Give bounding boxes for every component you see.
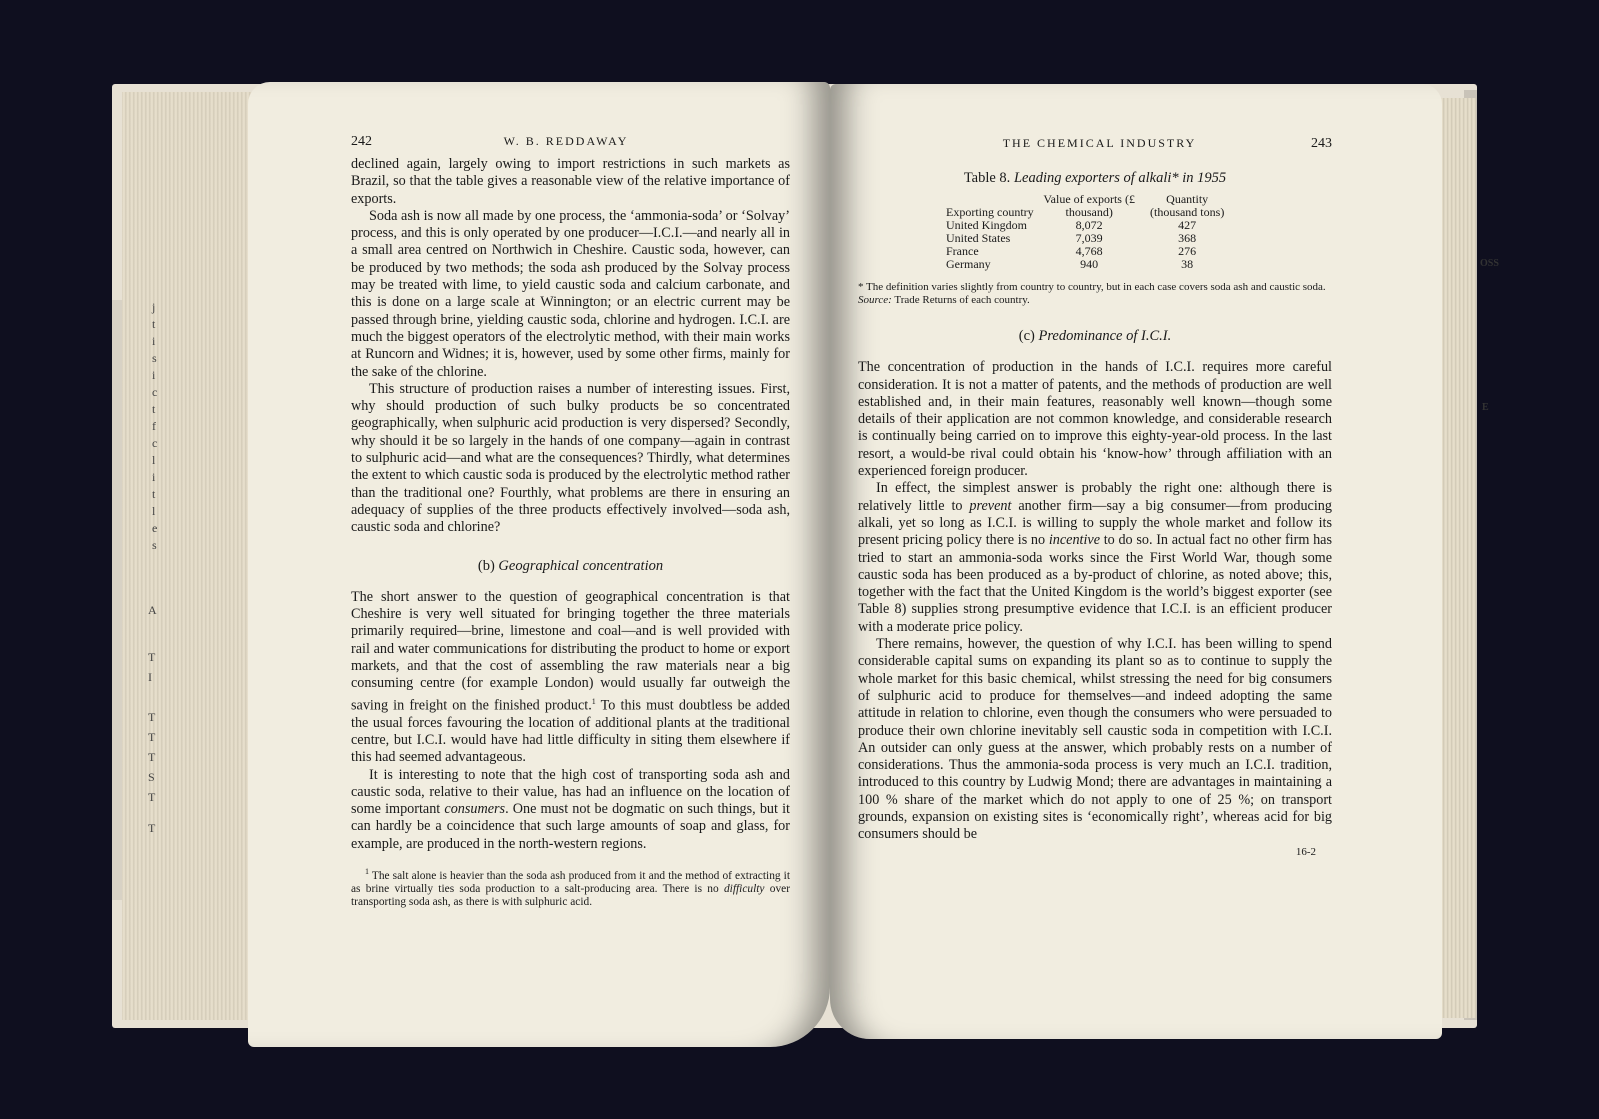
fragment-letter: f: [152, 419, 156, 433]
paragraph-text: to do so. In actual fact no other firm has tried to start an ammonia-soda works since the First World War, though some caustic soda has been produced as a by-product of chlorine, as noted above; this, together with the fact that the United Kingdom is the world’s biggest exporter (see Table 8) supplies strong presumptive evidence that I.C.I. is an efficient producer with a moderate price policy.: [858, 532, 1332, 635]
cell-quantity: 368: [1178, 231, 1197, 245]
fragment-letter: c: [152, 385, 158, 399]
paragraph-text: another firm—say a big consumer—from producing alkali, yet so long as I.C.I. is willing to supply the whole market and follow its present pricing policy there is no: [858, 497, 1332, 549]
cell-country: France: [946, 244, 979, 258]
fragment-letter: T: [148, 710, 156, 724]
section-heading-b: [351, 558, 790, 575]
fragment-letter: j: [152, 300, 156, 314]
emphasis: consumers: [444, 801, 506, 818]
section-title: Geographical concentration: [498, 557, 664, 574]
fragment-letter: i: [152, 368, 156, 382]
cover-spine-left: [112, 300, 122, 900]
fragment-letter: l: [152, 504, 156, 518]
fragment-word: OSS: [1480, 258, 1499, 269]
fragment-letter: s: [152, 351, 157, 365]
right-body-text: [858, 328, 1332, 844]
cell-quantity: 276: [1178, 244, 1197, 258]
paragraph: declined again, largely owing to import restrictions in such markets as Brazil, so that the table gives a reasonable view of the relative importance of exports.: [351, 156, 790, 207]
table-label: Table 8.: [963, 170, 1011, 186]
col-header-country: Exporting country: [946, 205, 1034, 219]
footnotes: [351, 865, 790, 909]
paragraph-text: It is interesting to note that the high cost of transporting soda ash and caustic soda, relative to their value, has had an influence on the location of some important: [351, 766, 790, 818]
left-page: [248, 82, 830, 1047]
source-label: Source:: [858, 294, 892, 306]
table-title: Leading exporters of alkali*: [1013, 170, 1179, 186]
section-label: (b): [477, 557, 495, 574]
footnote-text: The salt alone is heavier than the soda ash produced from it and the method of extracting it as brine virtually ties soda production to a salt-producing area. There is no: [351, 869, 790, 895]
paragraph: There remains, however, the question of why I.C.I. has been willing to spend considerable capital sums on expanding its plant so as to continue to supply the whole market for this basic chemical, whilst stressing the need for big consumers of sulphuric acid to produce for themselves—and indeed adopting the same attitude in relation to chlorine, even though the consumers who were persuaded to produce their own chlorine inevitably sell caustic soda in competition with I.C.I. An outsider can only guess at the answer, which probably rests on a number of considerations. Thus the ammonia-soda process is very much an I.C.I. tradition, introduced to this country by Ludwig Mond; there are advantages in maintaining a 100 % share of the market which do not apply to one of 25 %; on transport grounds, expansion on existing sites is ‘economically right’, whereas acid for big consumers should be: [858, 636, 1332, 843]
cell-value: 7,039: [1075, 231, 1103, 245]
footnote-text: over transporting soda ash, as there is with sulphuric acid.: [351, 882, 790, 908]
footnote-ref: 1: [591, 696, 596, 706]
col-header-quantity: Quantity (thousand tons): [1149, 192, 1225, 219]
page-number: 243: [1311, 136, 1332, 151]
right-page: [830, 84, 1442, 1039]
cell-value: 940: [1080, 257, 1099, 271]
cell-quantity: 38: [1181, 257, 1194, 271]
signature-mark: 16-2: [1295, 845, 1316, 858]
col-header-value: Value of exports (£ thousand): [1043, 192, 1135, 219]
table-caption: [858, 170, 1332, 187]
table-row: [946, 258, 1238, 271]
table-source: [858, 294, 1332, 307]
fragment-letter: T: [148, 750, 156, 764]
fragment-letter: A: [148, 603, 157, 617]
right-running-head: [858, 136, 1332, 152]
footnote-mark: 1: [365, 867, 369, 877]
next-page-fragment: [1474, 240, 1504, 440]
page-number: 242: [351, 134, 372, 149]
paragraph-text: In effect, the simplest answer is probably the right one: although there is relatively little to: [858, 480, 1332, 514]
fragment-letter: t: [152, 402, 156, 416]
fragment-letter: l: [152, 453, 156, 467]
table-notes: [858, 281, 1332, 307]
table-footnote: * The definition varies slightly from country to country, but in each case covers soda ash and caustic soda.: [858, 281, 1326, 293]
author-name: W. B. REDDAWAY: [503, 134, 629, 148]
source-text: Trade Returns of each country.: [891, 294, 1030, 306]
fragment-letter: c: [152, 436, 158, 450]
fragment-letter: s: [152, 538, 157, 552]
paragraph: Soda ash is now all made by one process, the ‘ammonia-soda’ or ‘Solvay’ process, and this is only operated by one producer—I.C.I.—and nearly all in a small area centred on Northwich in Cheshire. Caustic soda, however, can be produced by two methods; the soda ash produced by the Solvay process may be treated with lime, to yield caustic soda and calcium carbonate, and this is done on a large scale at Winnington; or an electric current may be passed through brine, yielding caustic soda, chlorine and hydrogen. I.C.I. are much the biggest operators of the electrolytic method, with their main works at Runcorn and Widnes; it is, however, used by some other firms, mainly for the sake of the chlorine.: [351, 207, 790, 380]
paragraph-text: To this must doubtless be added the usual forces favouring the location of additional plants at the traditional centre, but I.C.I. would have had little difficulty in siting them elsewhere if this had seemed advantageous.: [351, 697, 790, 766]
fragment-letter: e: [152, 521, 158, 535]
previous-page-fragment: [122, 105, 170, 915]
chapter-title: THE CHEMICAL INDUSTRY: [1002, 136, 1197, 150]
footnote: [351, 865, 790, 909]
fragment-letter: i: [152, 470, 156, 484]
page-edges-right: [1440, 98, 1476, 1018]
exporters-table: [946, 193, 1238, 271]
paragraph-text: The short answer to the question of geographical concentration is that Cheshire is very well situated for bringing together the three materials primarily required—brine, limestone and coal—and is well provided with rail and water communications for distributing the product to home or export markets, and that the cost of assembling the raw materials near a big consuming centre (for example London) would usually far outweigh the saving in freight on the finished product.: [351, 588, 790, 714]
cell-value: 8,072: [1075, 218, 1103, 232]
cell-country: Germany: [946, 257, 991, 271]
section-title: Predominance of I.C.I.: [1038, 328, 1172, 344]
paragraph: [351, 589, 790, 767]
table-year: in 1955: [1178, 170, 1227, 186]
left-body-text: [351, 156, 790, 853]
cell-quantity: 427: [1178, 218, 1197, 232]
fragment-letter: S: [148, 770, 155, 784]
paragraph-text: . One must not be dogmatic on such things, but it can hardly be a coincidence that such large amounts of soap and glass, for example, are produced in the north-western regions.: [351, 801, 790, 852]
fragment-letter: t: [152, 317, 156, 331]
paragraph: The concentration of production in the hands of I.C.I. requires more careful consideration. It is not a matter of patents, and the methods of production are well established and, in their main features, reasonably well known—though some details of their application are not common knowledge, and considerable research is continually being carried on to improve this eighty-year-old process. In the last resort, a would-be rival could obtain his ‘know-how’ through affiliation with an experienced foreign producer.: [858, 359, 1332, 480]
cell-value: 4,768: [1075, 244, 1103, 258]
cell-country: United Kingdom: [946, 218, 1027, 232]
fragment-letter: t: [152, 487, 156, 501]
fragment-letter: T: [148, 790, 156, 804]
emphasis: prevent: [969, 497, 1012, 514]
paragraph: [858, 480, 1332, 636]
section-heading-c: [858, 328, 1332, 345]
fragment-letter: T: [148, 730, 156, 744]
fragment-letter: I: [148, 670, 152, 684]
paragraph: [351, 767, 790, 853]
emphasis: incentive: [1048, 532, 1101, 549]
fragment-word: E: [1482, 402, 1489, 413]
emphasis: difficulty: [723, 882, 765, 895]
cell-country: United States: [946, 231, 1011, 245]
paragraph: This structure of production raises a number of interesting issues. First, why should production of such bulky products be so concentrated geographically, when sulphuric acid production is very dispersed? Secondly, why should it be so largely in the hands of one company—again in contrast to sulphuric acid—and what are the consequences? Thirdly, what determines the extent to which caustic soda is produced by the electrolytic method rather than the traditional one? Fourthly, what problems are there in ensuring an adequacy of supplies of the three products effectively involved—soda ash, caustic soda and chlorine?: [351, 380, 790, 536]
section-label: (c): [1018, 328, 1035, 344]
fragment-letter: T: [148, 821, 156, 835]
fragment-letter: i: [152, 334, 156, 348]
left-running-head: [351, 134, 790, 150]
fragment-letter: T: [148, 650, 156, 664]
